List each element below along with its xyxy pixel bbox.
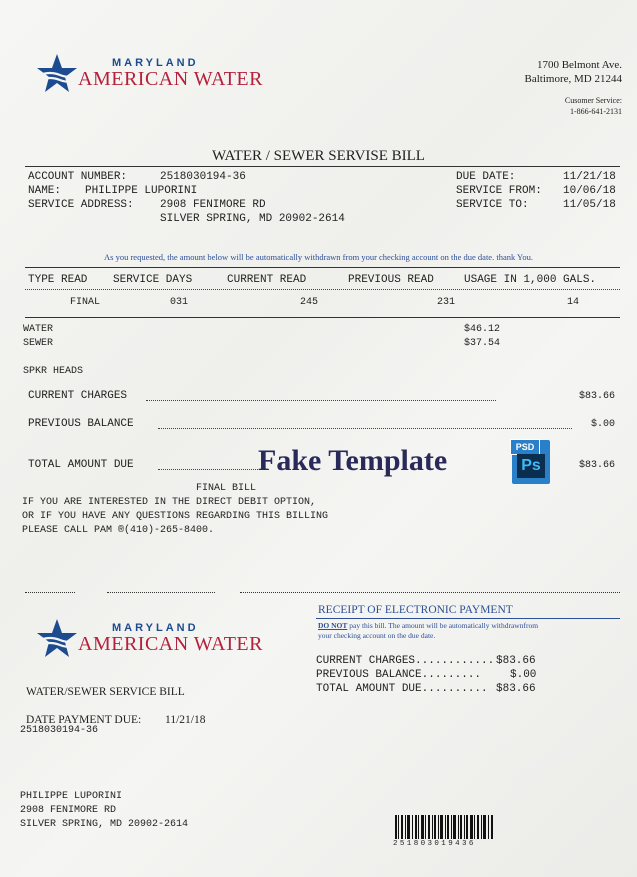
receipt-total-amount: $83.66 (496, 683, 536, 695)
star-flag-icon (36, 52, 78, 94)
receipt-current-label: CURRENT CHARGES............ (316, 655, 495, 667)
star-flag-icon (36, 617, 78, 659)
divider (25, 267, 620, 268)
logo-main-text: AMERICAN WATER (78, 633, 263, 655)
final-bill-label: FINAL BILL (196, 483, 257, 494)
total-due-label: TOTAL AMOUNT DUE (28, 459, 134, 471)
do-not-text: DO NOT (318, 621, 348, 630)
logo-main-text: AMERICAN WATER (78, 68, 263, 90)
company-address (525, 58, 622, 86)
bill-title: WATER / SEWER SERVISE BILL (212, 148, 425, 164)
usage-cell: 14 (567, 297, 580, 308)
company-logo (36, 50, 263, 95)
psd-label: PSD (510, 439, 540, 455)
logo-sub-text: MARYLAND (112, 57, 199, 69)
service-to-value: 11/05/18 (563, 199, 616, 211)
stub-logo (36, 615, 263, 660)
stub-title: WATER/SEWER SERVICE BILL (26, 686, 185, 698)
receipt-note-line: your checking account on the due date. (318, 631, 436, 640)
dot-leader (158, 469, 258, 470)
current-charges-amount: $83.66 (578, 391, 615, 402)
usage-cell: 031 (170, 297, 189, 308)
divider (25, 317, 620, 318)
mailing-line: 2908 FENIMORE RD (20, 805, 117, 816)
info-line: IF YOU ARE INTERESTED IN THE DIRECT DEBIT OPTION, (22, 497, 317, 508)
company-address-line2: Baltimore, MD 21244 (524, 73, 622, 85)
service-address-label: SERVICE ADDRESS: (28, 199, 134, 211)
sewer-label: SEWER (23, 338, 54, 349)
stub-due-date: 11/21/18 (165, 714, 206, 726)
receipt-title: RECEIPT OF ELECTRONIC PAYMENT (318, 604, 513, 616)
mailing-line: SILVER SPRING, MD 20902-2614 (20, 819, 189, 830)
current-charges-label: CURRENT CHARGES (28, 390, 128, 402)
usage-cell: FINAL (70, 297, 101, 308)
info-line: OR IF YOU HAVE ANY QUESTIONS REGARDING THIS BILLING (22, 511, 329, 522)
service-address-line2: SILVER SPRING, MD 20902-2614 (160, 213, 345, 225)
usage-header: TYPE READ (28, 274, 88, 286)
mailing-line: PHILIPPE LUPORINI (20, 791, 123, 802)
receipt-total-label: TOTAL AMOUNT DUE.......... (316, 683, 488, 695)
receipt-note (318, 621, 538, 641)
fake-template-watermark: Fake Template (258, 444, 448, 477)
logo-sub-text: MARYLAND (112, 622, 199, 634)
due-date-value: 11/21/18 (563, 171, 616, 183)
company-address-line1: 1700 Belmont Ave. (536, 59, 622, 71)
customer-service-label: Cusomer Service: (564, 96, 622, 105)
customer-name: PHILIPPE LUPORINI (85, 185, 198, 197)
usage-cell: 245 (300, 297, 319, 308)
due-date-label: DUE DATE: (456, 171, 516, 183)
service-from-value: 10/06/18 (563, 185, 616, 197)
spkr-heads-label: SPKR HEADS (23, 366, 84, 377)
account-number: 2518030194-36 (160, 171, 246, 183)
usage-header: SERVICE DAYS (113, 274, 193, 286)
service-from-label: SERVICE FROM: (456, 185, 542, 197)
receipt-current-amount: $83.66 (496, 655, 536, 667)
autopay-notice: As you requested, the amount below will be automatically withdrawn from your checking account on the due date. thank You. (104, 252, 533, 262)
receipt-previous-label: PREVIOUS BALANCE......... (316, 669, 482, 681)
stub-account: 2518030194-36 (20, 725, 99, 736)
sewer-amount: $37.54 (464, 338, 501, 349)
ps-label: Ps (517, 454, 545, 478)
previous-balance-label: PREVIOUS BALANCE (28, 418, 134, 430)
psd-badge-icon (512, 440, 550, 484)
barcode-number: 251803019436 (393, 840, 476, 848)
service-address-line1: 2908 FENIMORE RD (160, 199, 266, 211)
water-label: WATER (23, 324, 54, 335)
account-label: ACCOUNT NUMBER: (28, 171, 128, 183)
info-line: PLEASE CALL PAM ®(410)-265-8400. (22, 525, 215, 536)
customer-service (565, 95, 622, 117)
receipt-previous-amount: $.00 (510, 669, 537, 681)
usage-header: PREVIOUS READ (348, 274, 434, 286)
stub-due-label: DATE PAYMENT DUE: (26, 714, 142, 726)
water-amount: $46.12 (464, 324, 501, 335)
name-label: NAME: (28, 185, 62, 197)
dot-leader (158, 428, 572, 429)
divider (25, 166, 620, 167)
usage-header: CURRENT READ (227, 274, 307, 286)
dot-leader (146, 400, 496, 401)
previous-balance-amount: $.00 (590, 419, 615, 430)
usage-cell: 231 (437, 297, 456, 308)
service-to-label: SERVICE TO: (456, 199, 529, 211)
usage-header: USAGE IN 1,000 GALS. (464, 274, 597, 286)
receipt-note-line: pay this bill. The amount will be automatically withdrawnfrom (349, 621, 539, 630)
customer-service-phone: 1-866-641-2131 (570, 107, 622, 116)
barcode-icon (395, 815, 493, 839)
total-due-amount: $83.66 (578, 460, 615, 471)
divider (25, 289, 620, 290)
divider (316, 618, 620, 619)
